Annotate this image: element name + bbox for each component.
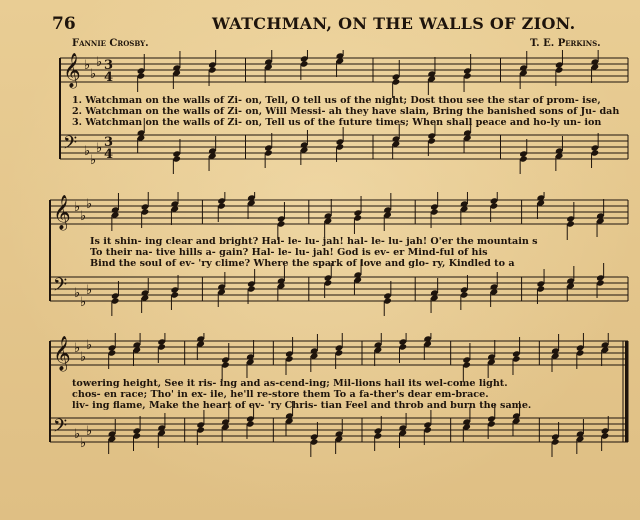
author-credit: Fannie Crosby. (72, 38, 149, 49)
flat-icon: ♭ (90, 153, 97, 168)
page-number: 76 (52, 14, 76, 34)
system-1-verse-1: 1. Watchman on the walls of Zi- on, Tell, O tell us of the night; Dost thou see the star of prom- ise, (72, 95, 601, 106)
flat-icon: ♭ (86, 283, 93, 298)
flat-icon: ♭ (96, 141, 103, 156)
composer-credit: T. E. Perkins. (530, 38, 601, 49)
system-3-verse-2: chos- en race; Tho' in ex- ile, he'll re-store them To a fa-ther's dear em-brace. (72, 389, 489, 400)
flat-icon: ♭ (74, 341, 81, 356)
flat-icon: ♭ (80, 436, 87, 451)
system-3-verse-3: liv- ing flame, Make the heart of ev- 'ry Chris- tian Feel and throb and burn the same. (72, 400, 532, 411)
flat-icon: ♭ (74, 286, 81, 301)
bass-clef-icon: 𝄢 (53, 275, 68, 300)
flat-icon: ♭ (86, 338, 93, 353)
system-1-verse-2: 2. Watchman on the walls of Zi- on, Will Messi- ah they have slain, Bring the banished sons of Ju- dah (72, 106, 620, 117)
flat-icon: ♭ (84, 58, 91, 73)
final-barline (625, 341, 629, 442)
system-2-verse-3: Bind the soul of ev- 'ry clime? Where the spark of love and glo- ry, Kindled to a (90, 258, 515, 269)
system-2-verse-1: Is it shin- ing clear and bright? Hal- le- lu- jah! hal- le- lu- jah! O'er the mountain s (90, 236, 538, 247)
flat-icon: ♭ (86, 197, 93, 212)
hymn-title: WATCHMAN, ON THE WALLS OF ZION. (212, 14, 576, 33)
flat-icon: ♭ (74, 200, 81, 215)
bass-clef-icon: 𝄢 (63, 133, 78, 158)
flat-icon: ♭ (80, 209, 87, 224)
flat-icon: ♭ (80, 295, 87, 310)
system-1-verse-3: 3. Watchman on the walls of Zi- on, Tell us of the future times; When shall peace and ho-ly un- ion (72, 117, 602, 128)
flat-icon: ♭ (74, 427, 81, 442)
time-signature-bottom: 4 (104, 70, 114, 85)
treble-clef-icon: 𝄞 (63, 53, 81, 88)
system-3-verse-1: towering height, See it ris- ing and as-cend-ing; Mil-lions hail its wel-come light. (72, 378, 508, 389)
flat-icon: ♭ (84, 144, 91, 159)
time-signature-bottom: 4 (104, 147, 114, 162)
flat-icon: ♭ (80, 350, 87, 365)
flat-icon: ♭ (96, 55, 103, 70)
time-signature-top: 3 (104, 58, 114, 73)
flat-icon: ♭ (86, 424, 93, 439)
flat-icon: ♭ (90, 67, 97, 82)
time-signature-top: 3 (104, 135, 114, 150)
treble-clef-icon: 𝄞 (53, 336, 71, 371)
bass-clef-icon: 𝄢 (53, 416, 68, 441)
treble-clef-icon: 𝄞 (53, 195, 71, 230)
system-2-verse-2: To their na- tive hills a- gain? Hal- le- lu- jah! God is ev- er Mind-ful of his (90, 247, 488, 258)
